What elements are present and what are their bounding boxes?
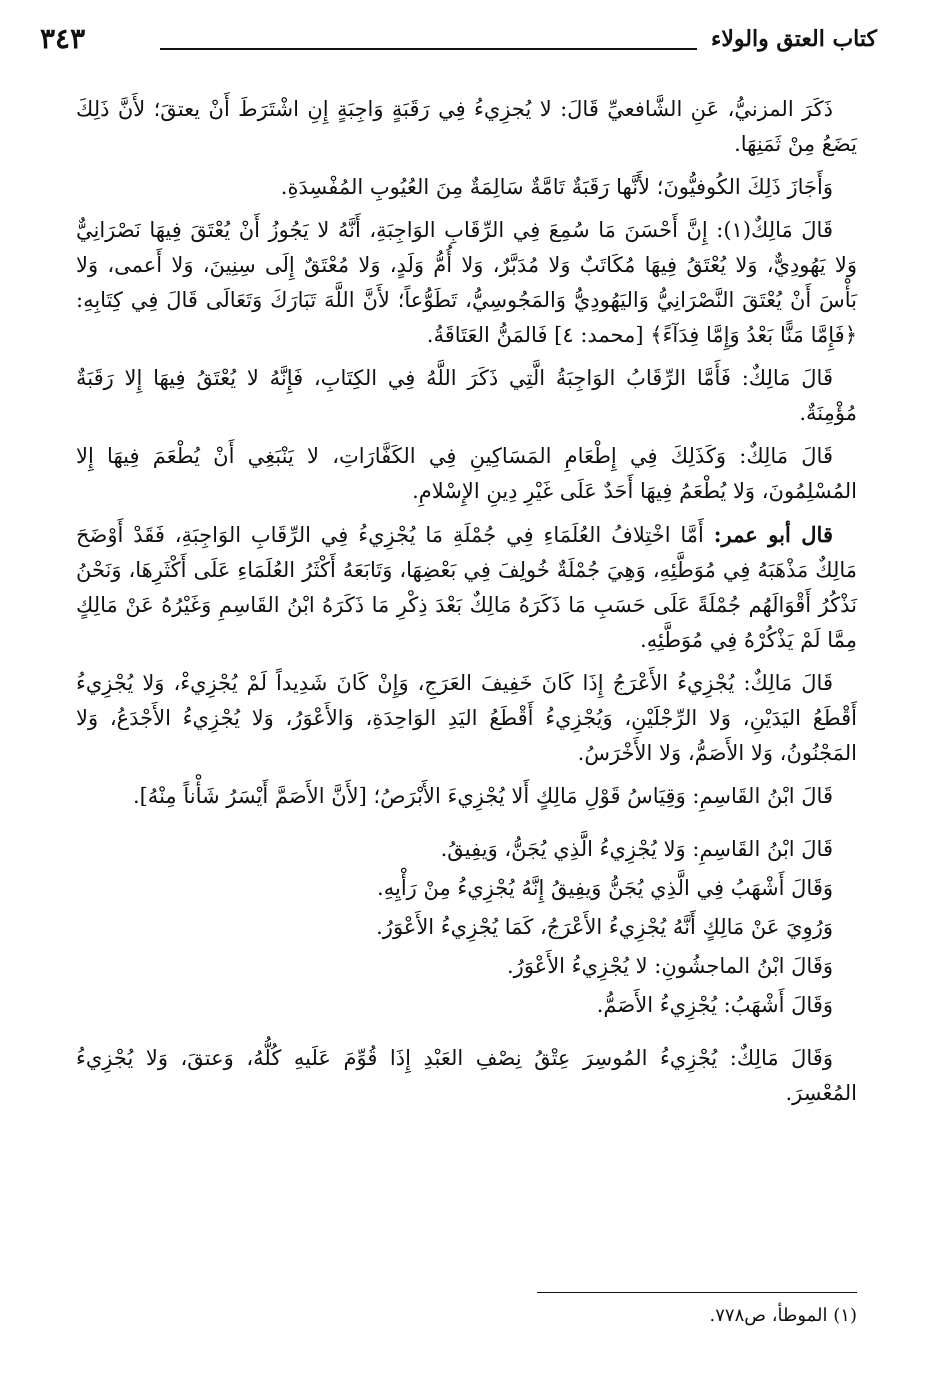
paragraph-text: وَرُوِيَ عَنْ مَالِكٍ أَنَّهُ يُجْزِيءُ الأَعْرَجُ، كَمَا يُجْزِيءُ الأَعْوَرُ.: [376, 915, 833, 939]
speaker-lead: قال أبو عمر:: [713, 522, 833, 547]
book-title: كتاب العتق والولاء: [711, 26, 877, 52]
footnote-text: (١) الموطأ، ص٧٧٨.: [709, 1305, 857, 1326]
paragraph: [76, 213, 857, 353]
paragraph-text: قَالَ مَالِكٌ: يُجْزِيءُ الأَعْرَجُ إِذَا كَانَ خَفِيفَ العَرَجِ، وَإِنْ كَانَ شَدِيداً لَمْ يُجْزِيءْ، وَلا يُجْزِيءُ أَقْطَعُ اليَدَيْنِ، وَلا الرِّجْلَيْنِ، وَيُجْزِيءُ أَقْطَعُ اليَدِ الوَاحِدَةِ، وَالأَعْوَرُ، وَلا يُجْزِيءُ الأَجْدَعُ، وَلا المَجْنُونُ، وَلا الأَصَمُّ، وَلا الأَخْرَسُ.: [76, 671, 857, 765]
paragraph-text: قَالَ ابْنُ القَاسِمِ: وَقِيَاسُ قَوْلِ مَالِكٍ أَلا يُجْزِيءَ الأَبْرَصُ؛ [لأَنَّ الأَصَمَّ أَيْسَرُ شَأْناً مِنْهُ].: [132, 784, 833, 808]
paragraph: [76, 439, 857, 509]
paragraph-text: قَالَ مَالِكٌ(١): إِنَّ أَحْسَنَ مَا سُمِعَ فِي الرِّقَابِ الوَاجِبَةِ، أَنَّهُ لا يَجُوزُ أَنْ يُعْتَقَ فِيهَا نَصْرَانِيٌّ وَلا يَهُودِيٌّ، وَلا يُعْتَقُ فِيهَا مُكَاتَبٌ وَلا مُدَبَّرٌ، وَلا أُمُّ وَلَدٍ، وَلا مُعْتَقٌ إِلَى سِنِينَ، وَلا أَعمى، وَلا بَأْسَ أَنْ يُعْتَقَ النَّصْرَانِيُّ وَاليَهُودِيُّ وَالمَجُوسِيُّ، تَطَوُّعاً؛ لأَنَّ اللَّهَ تَبَارَكَ وَتَعَالَى قَالَ فِي كِتَابِهِ: ﴿فَإِمَّا مَنًّا بَعْدُ وَإِمَّا فِدَآءً﴾ [محمد: ٤] فَالمَنُّ العَتَاقَةُ.: [76, 218, 857, 347]
running-header: [40, 22, 877, 58]
paragraph-text: وَقَالَ مَالِكٌ: يُجْزِيءُ المُوسِرَ عِتْقُ نِصْفِ العَبْدِ إِذَا قُوِّمَ عَلَيهِ كُلُّهُ، وَعتقَ، وَلا يُجْزِيءُ المُعْسِرَ.: [76, 1046, 857, 1105]
paragraph: [76, 92, 857, 162]
paragraph-text: وَقَالَ ابْنُ الماجشُونِ: لا يُجْزِيءُ الأَعْوَرُ.: [507, 954, 833, 978]
paragraph: [76, 517, 857, 658]
paragraph: [76, 1041, 857, 1111]
paragraph: [76, 361, 857, 431]
paragraph-text: وَقَالَ أَشْهَبُ فِي الَّذِي يُجَنُّ وَيفِيقُ إِنَّهُ يُجْزِيءُ مِنْ رَأْيِهِ.: [377, 876, 833, 900]
paragraph-text: قَالَ مَالِكٌ: فَأَمَّا الرِّقَابُ الوَاجِبَةُ الَّتِي ذَكَرَ اللَّهُ فِي الكِتَابِ، فَإِنَّهُ لا يُعْتَقُ فِيهَا إِلا رَقَبَةٌ مُؤْمِنَةٌ.: [76, 366, 857, 425]
paragraph: [76, 779, 857, 814]
paragraph: [76, 666, 857, 771]
footnote-separator: [537, 1292, 857, 1293]
paragraph: [76, 832, 857, 867]
paragraph: [76, 871, 857, 906]
paragraph: [76, 910, 857, 945]
footnote: [76, 1303, 857, 1329]
paragraph-text: قَالَ ابْنُ القَاسِمِ: وَلا يُجْزِيءُ الَّذِي يُجَنُّ، وَيفِيقُ.: [440, 837, 833, 861]
paragraph-text: وَأَجَازَ ذَلِكَ الكُوفيُّونَ؛ لأَنَّها رَقَبَةٌ تَامَّةٌ سَالِمَةٌ مِنَ العُيُوبِ المُفْسِدَةِ.: [280, 175, 833, 199]
page-number: ٣٤٣: [40, 22, 86, 55]
paragraph-text: وَقَالَ أَشْهَبُ: يُجْزِيءُ الأَصَمُّ.: [596, 993, 833, 1017]
paragraph: [76, 988, 857, 1023]
paragraph-text: ذَكَرَ المزنيُّ، عَنِ الشَّافعيِّ قَالَ: لا يُجزِيءُ فِي رَقَبَةٍ وَاجِبَةٍ إِنِ اشْتَرَطَ أَنْ يعتقَ؛ لأَنَّ ذَلِكَ يَضَعُ مِنْ ثَمَنِهَا.: [76, 97, 857, 156]
paragraph: [76, 949, 857, 984]
paragraph-text: أَمَّا اخْتِلافُ العُلَمَاءِ فِي جُمْلَةِ مَا يُجْزِيءُ فِي الرِّقَابِ الوَاجِبَةِ، فَقَدْ أَوْضَحَ مَالِكٌ مَذْهَبَهُ فِي مُوَطَّئِهِ، وَهِيَ جُمْلَةٌ خُولِفَ فِي بَعْضِهَا، وَتَابَعَهُ أَكْثَرُ العُلَمَاءِ عَلَى أَكْثَرِهَا، وَنَحْنُ نَذْكُرُ أَقْوَالَهُم جُمْلَةً عَلَى حَسَبِ مَا ذَكَرَهُ مَالِكٌ بَعْدَ ذِكْرِ مَا ذَكَرَهُ ابْنُ القَاسِمِ وَغَيْرُهُ عَنْ مَالِكٍ مِمَّا لَمْ يَذْكُرْهُ فِي مُوَطَّئِهِ.: [76, 523, 857, 652]
paragraph-text: قَالَ مَالِكٌ: وَكَذَلِكَ فِي إِطْعَامِ المَسَاكِينِ فِي الكَفَّارَاتِ، لا يَنْبَغِي أَنْ يُطْعَمَ فِيهَا إِلا المُسْلِمُونَ، وَلا يُطْعَمُ فِيهَا أَحَدٌ عَلَى غَيْرِ دِينِ الإِسْلامِ.: [76, 444, 857, 503]
main-text: [76, 92, 857, 1119]
paragraph: [76, 170, 857, 205]
header-rule: [160, 48, 697, 50]
